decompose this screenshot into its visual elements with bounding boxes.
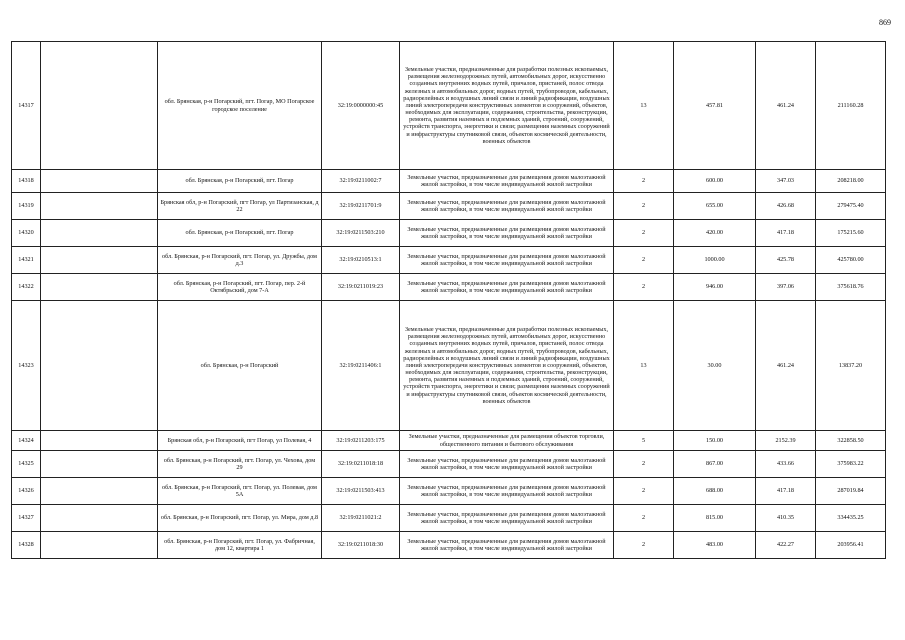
table-row bbox=[12, 274, 886, 301]
address-cell: обл. Брянская, р-н Погарский, пгт. Погар, ул. Полевая, дом 5А bbox=[158, 478, 322, 505]
area-cell: 150.00 bbox=[674, 431, 756, 451]
address-cell: обл. Брянская, р-н Погарский, пгт. Погар, ул. Фабричная, дом 12, квартира 1 bbox=[158, 532, 322, 559]
area-cell: 655.00 bbox=[674, 193, 756, 220]
row-id: 14328 bbox=[12, 532, 41, 559]
value-cell: 287019.84 bbox=[816, 478, 886, 505]
row-id: 14323 bbox=[12, 301, 41, 431]
value-cell: 375618.76 bbox=[816, 274, 886, 301]
rate-cell: 397.06 bbox=[756, 274, 816, 301]
area-cell: 815.00 bbox=[674, 505, 756, 532]
row-id: 14321 bbox=[12, 247, 41, 274]
value-cell: 322858.50 bbox=[816, 431, 886, 451]
rate-cell: 410.35 bbox=[756, 505, 816, 532]
address-cell: обл. Брянская, р-н Погарский, пгт. Погар, ул. Чехова, дом 29 bbox=[158, 451, 322, 478]
cadastral-number-cell: 32:19:0211406:1 bbox=[322, 301, 400, 431]
group-cell: 2 bbox=[614, 170, 674, 193]
area-cell: 457.81 bbox=[674, 42, 756, 170]
address-cell: Брянская обл, р-н Погарский, пгт Погар, ул Партизанская, д 22 bbox=[158, 193, 322, 220]
group-cell: 13 bbox=[614, 42, 674, 170]
blank-cell bbox=[41, 193, 158, 220]
blank-cell bbox=[41, 170, 158, 193]
table-body bbox=[12, 42, 886, 559]
table-row bbox=[12, 451, 886, 478]
address-cell: Брянская обл, р-н Погарский, пгт Погар, ул Полевая, 4 bbox=[158, 431, 322, 451]
row-id: 14317 bbox=[12, 42, 41, 170]
value-cell: 208218.00 bbox=[816, 170, 886, 193]
blank-cell bbox=[41, 42, 158, 170]
group-cell: 5 bbox=[614, 431, 674, 451]
area-cell: 867.00 bbox=[674, 451, 756, 478]
address-cell: обл. Брянская, р-н Погарский, пгт. Погар bbox=[158, 170, 322, 193]
land-category-cell: Земельные участки, предназначенные для размещения домов малоэтажной жилой застройки, в том числе индивидуальной жилой застройки bbox=[400, 193, 614, 220]
value-cell: 211160.28 bbox=[816, 42, 886, 170]
row-id: 14318 bbox=[12, 170, 41, 193]
value-cell: 334435.25 bbox=[816, 505, 886, 532]
row-id: 14327 bbox=[12, 505, 41, 532]
land-category-cell: Земельные участки, предназначенные для размещения домов малоэтажной жилой застройки, в том числе индивидуальной жилой застройки bbox=[400, 247, 614, 274]
area-cell: 600.00 bbox=[674, 170, 756, 193]
area-cell: 483.00 bbox=[674, 532, 756, 559]
group-cell: 2 bbox=[614, 505, 674, 532]
blank-cell bbox=[41, 301, 158, 431]
rate-cell: 461.24 bbox=[756, 301, 816, 431]
cadastral-number-cell: 32:19:0211701:9 bbox=[322, 193, 400, 220]
row-id: 14324 bbox=[12, 431, 41, 451]
cadastral-number-cell: 32:19:0211018:30 bbox=[322, 532, 400, 559]
rate-cell: 347.03 bbox=[756, 170, 816, 193]
land-category-cell: Земельные участки, предназначенные для размещения домов малоэтажной жилой застройки, в том числе индивидуальной жилой застройки bbox=[400, 505, 614, 532]
group-cell: 2 bbox=[614, 220, 674, 247]
value-cell: 425780.00 bbox=[816, 247, 886, 274]
address-cell: обл. Брянская, р-н Погарский, пгт. Погар, МО Погарское городское поселение bbox=[158, 42, 322, 170]
rate-cell: 426.68 bbox=[756, 193, 816, 220]
row-id: 14325 bbox=[12, 451, 41, 478]
land-category-cell: Земельные участки, предназначенные для размещения домов малоэтажной жилой застройки, в том числе индивидуальной жилой застройки bbox=[400, 170, 614, 193]
cadastral-number-cell: 32:19:0211203:175 bbox=[322, 431, 400, 451]
rate-cell: 425.78 bbox=[756, 247, 816, 274]
group-cell: 2 bbox=[614, 274, 674, 301]
table-row bbox=[12, 431, 886, 451]
area-cell: 30.00 bbox=[674, 301, 756, 431]
land-category-cell: Земельные участки, предназначенные для размещения домов малоэтажной жилой застройки, в том числе индивидуальной жилой застройки bbox=[400, 478, 614, 505]
row-id: 14326 bbox=[12, 478, 41, 505]
value-cell: 279475.40 bbox=[816, 193, 886, 220]
value-cell: 203956.41 bbox=[816, 532, 886, 559]
address-cell: обл. Брянская, р-н Погарский, пгт. Погар bbox=[158, 220, 322, 247]
group-cell: 13 bbox=[614, 301, 674, 431]
blank-cell bbox=[41, 220, 158, 247]
table-row bbox=[12, 478, 886, 505]
value-cell: 375983.22 bbox=[816, 451, 886, 478]
area-cell: 688.00 bbox=[674, 478, 756, 505]
table-row bbox=[12, 170, 886, 193]
cadastral-number-cell: 32:19:0211503:210 bbox=[322, 220, 400, 247]
table-row bbox=[12, 247, 886, 274]
value-cell: 175215.60 bbox=[816, 220, 886, 247]
blank-cell bbox=[41, 478, 158, 505]
rate-cell: 2152.39 bbox=[756, 431, 816, 451]
land-category-cell: Земельные участки, предназначенные для разработки полезных ископаемых, размещения железнодорожных путей, автомобильных дорог, искусственно созданных внутренних водных путей, причалов, пристаней, полос отвода железных и автомобильных дорог, водных путей, трубопроводов, кабельных, радиорелейных и воздушных линий связи и линий радиофикации, воздушных линий электропередачи конструктивных элементов и сооружений, объектов, необходимых для эксплуатации, содержания, строительства, реконструкции, ремонта, развития наземных и подземных зданий, строений, сооружений, устройств транспорта, энергетики и связи; размещения наземных сооружений и инфраструктуры спутниковой связи, объектов космической деятельности, военных объектов bbox=[400, 301, 614, 431]
table-row bbox=[12, 220, 886, 247]
blank-cell bbox=[41, 247, 158, 274]
row-id: 14320 bbox=[12, 220, 41, 247]
group-cell: 2 bbox=[614, 478, 674, 505]
cadastral-number-cell: 32:19:0211019:23 bbox=[322, 274, 400, 301]
land-category-cell: Земельные участки, предназначенные для размещения объектов торговли, общественного питания и бытового обслуживания bbox=[400, 431, 614, 451]
cadastral-number-cell: 32:19:0211002:7 bbox=[322, 170, 400, 193]
cadastral-number-cell: 32:19:0210513:1 bbox=[322, 247, 400, 274]
blank-cell bbox=[41, 431, 158, 451]
rate-cell: 433.66 bbox=[756, 451, 816, 478]
table-row bbox=[12, 532, 886, 559]
land-category-cell: Земельные участки, предназначенные для размещения домов малоэтажной жилой застройки, в том числе индивидуальной жилой застройки bbox=[400, 451, 614, 478]
value-cell: 13837.20 bbox=[816, 301, 886, 431]
group-cell: 2 bbox=[614, 247, 674, 274]
address-cell: обл. Брянская, р-н Погарский, пгт. Погар, пер. 2-й Октябрьский, дом 7-А bbox=[158, 274, 322, 301]
group-cell: 2 bbox=[614, 451, 674, 478]
rate-cell: 417.18 bbox=[756, 478, 816, 505]
rate-cell: 417.18 bbox=[756, 220, 816, 247]
blank-cell bbox=[41, 274, 158, 301]
group-cell: 2 bbox=[614, 532, 674, 559]
page-number: 869 bbox=[879, 18, 891, 27]
cadastral-number-cell: 32:19:0211021:2 bbox=[322, 505, 400, 532]
address-cell: обл. Брянская, р-н Погарский bbox=[158, 301, 322, 431]
land-category-cell: Земельные участки, предназначенные для размещения домов малоэтажной жилой застройки, в том числе индивидуальной жилой застройки bbox=[400, 532, 614, 559]
rate-cell: 422.27 bbox=[756, 532, 816, 559]
blank-cell bbox=[41, 451, 158, 478]
rate-cell: 461.24 bbox=[756, 42, 816, 170]
group-cell: 2 bbox=[614, 193, 674, 220]
table-row bbox=[12, 193, 886, 220]
blank-cell bbox=[41, 532, 158, 559]
land-category-cell: Земельные участки, предназначенные для размещения домов малоэтажной жилой застройки, в том числе индивидуальной жилой застройки bbox=[400, 274, 614, 301]
area-cell: 1000.00 bbox=[674, 247, 756, 274]
table-row bbox=[12, 42, 886, 170]
table-row bbox=[12, 505, 886, 532]
cadastral-number-cell: 32:19:0211503:413 bbox=[322, 478, 400, 505]
cadastral-value-table bbox=[11, 41, 886, 559]
table-row bbox=[12, 301, 886, 431]
area-cell: 420.00 bbox=[674, 220, 756, 247]
row-id: 14322 bbox=[12, 274, 41, 301]
address-cell: обл. Брянская, р-н Погарский, пгт. Погар, ул. Мира, дом д.8 bbox=[158, 505, 322, 532]
blank-cell bbox=[41, 505, 158, 532]
area-cell: 946.00 bbox=[674, 274, 756, 301]
cadastral-number-cell: 32:19:0000000:45 bbox=[322, 42, 400, 170]
cadastral-number-cell: 32:19:0211018:18 bbox=[322, 451, 400, 478]
land-category-cell: Земельные участки, предназначенные для размещения домов малоэтажной жилой застройки, в том числе индивидуальной жилой застройки bbox=[400, 220, 614, 247]
land-category-cell: Земельные участки, предназначенные для разработки полезных ископаемых, размещения железнодорожных путей, автомобильных дорог, искусственно созданных внутренних водных путей, причалов, пристаней, полос отвода железных и автомобильных дорог, водных путей, трубопроводов, кабельных, радиорелейных и воздушных линий связи и линий радиофикации, воздушных линий электропередачи конструктивных элементов и сооружений, объектов, необходимых для эксплуатации, содержания, строительства, реконструкции, ремонта, развития наземных и подземных зданий, строений, сооружений, устройств транспорта, энергетики и связи; размещения наземных сооружений и инфраструктуры спутниковой связи, объектов космической деятельности, военных объектов bbox=[400, 42, 614, 170]
row-id: 14319 bbox=[12, 193, 41, 220]
address-cell: обл. Брянская, р-н Погарский, пгт. Погар, ул. Дружбы, дом д.3 bbox=[158, 247, 322, 274]
